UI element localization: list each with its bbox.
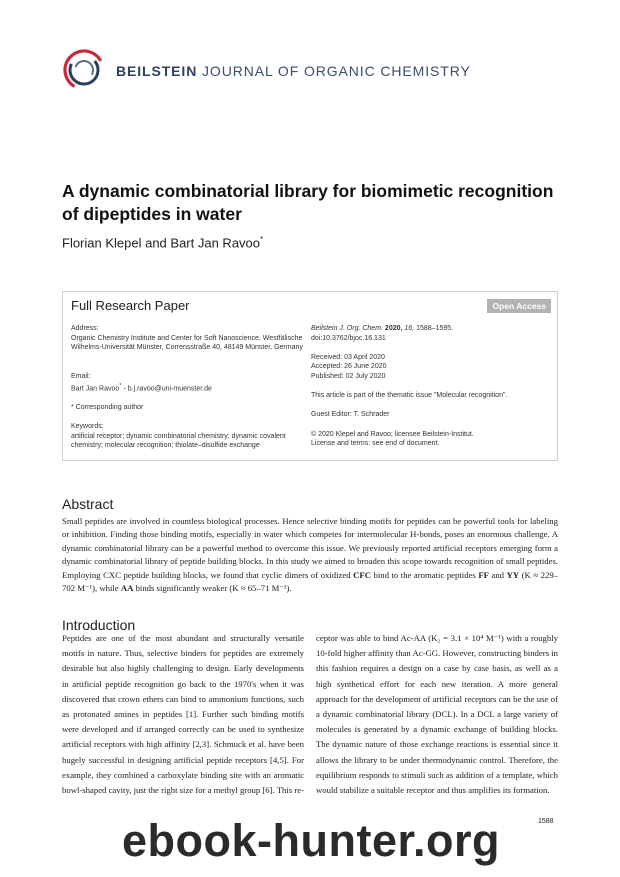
open-access-badge: Open Access	[487, 299, 551, 313]
abstract-text	[62, 515, 558, 595]
thematic-issue: This article is part of the thematic issue "Molecular recognition".	[311, 392, 508, 400]
info-right-column	[311, 324, 551, 449]
email-label: Email:	[71, 372, 91, 380]
abstract-ff: FF	[478, 569, 489, 580]
license: License and terms: see end of document.	[311, 440, 440, 448]
abstract-yy: YY	[506, 569, 520, 580]
citation-journal: Beilstein J. Org. Chem.	[311, 325, 383, 332]
keywords-label: Keywords:	[71, 423, 104, 431]
abstract-heading: Abstract	[62, 496, 114, 512]
abstract-part-1: Small peptides are involved in countless biological processes. Hence selective binding motifs for peptides can be powerful tools for labeling or inhibition. Finding those binding motifs, especially in water which competes for intermolecular H-bonds, poses an enormous challenge. A dynamic combinatorial library can be a powerful method to overcome this issue. We previously reported artificial receptors emerging form a dynamic combinatorial library of peptide building blocks. In this study we aimed to broaden this scope towards recognition of small peptides. Employing CXC peptide building blocks, we found that cyclic dimers of oxidized	[62, 516, 558, 580]
email-address[interactable]: - b.j.ravoo@uni-muenster.de	[121, 384, 212, 392]
keywords: artificial receptor; dynamic combinatorial chemistry; dynamic covalent chemistry; molecular recognition; thiolate–disulfide exchange	[71, 432, 286, 450]
journal-name-rest: JOURNAL OF ORGANIC CHEMISTRY	[202, 63, 471, 79]
abstract-part-2: bind to the aromatic peptides	[371, 569, 479, 580]
paper-type: Full Research Paper	[71, 298, 190, 313]
corresponding-mark: *	[260, 235, 264, 244]
abstract-aa: AA	[120, 583, 134, 594]
citation-volume: 16,	[404, 325, 415, 332]
introduction-right-column: ceptor was able to bind Ac-AA (K₂ = 3.1 × 10⁴ M⁻¹) with a roughly 10-fold higher affinity than Ac-GG. However, constructing binders in this fashion requires a design on a case by case basis, as well as a high synthetical effort for each new iteration. A more general approach for the development of artificial receptors can be the use of a dynamic combinatorial library (DCL). In a DCL a large variety of molecules is generated by a dynamic exchange of building blocks. The dynamic nature of those exchange reactions is essential since it allows the library to be under thermodynamic control. Therefore, the equilibrium responds to stimuli such as addition of a template, which would stabilize a suitable receptor and thus amplifies its formation.	[316, 633, 558, 796]
authors-names: Florian Klepel and Bart Jan Ravoo	[62, 235, 261, 251]
address-label: Address:	[71, 325, 99, 332]
guest-editor: Guest Editor: T. Schrader	[311, 411, 390, 419]
email-name: Bart Jan Ravoo	[71, 384, 120, 392]
address: Organic Chemistry Institute and Center for Soft Nanoscience, Westfälische Wilhelms-Universität Münster, Corrensstraße 40, 48149 Münster, Germany	[71, 334, 303, 352]
page-number: 1588	[538, 818, 554, 825]
journal-name	[116, 63, 471, 79]
published-date: Published: 02 July 2020	[311, 372, 386, 380]
citation-year: 2020,	[384, 325, 403, 332]
article-info-box	[62, 291, 558, 461]
abstract-and: and	[488, 569, 507, 580]
introduction-heading: Introduction	[62, 617, 136, 633]
citation-pages: 1588–1595.	[416, 325, 454, 332]
abstract-cfc: CFC	[353, 569, 371, 580]
abstract-k2: binds significantly weaker (K ≈ 65–71 M⁻¹).	[133, 583, 292, 594]
article-authors	[62, 235, 263, 250]
doi[interactable]: doi:10.3762/bjoc.16.131	[311, 334, 386, 342]
citation	[311, 324, 551, 334]
introduction-left-column: Peptides are one of the most abundant and structurally versatile motifs in nature. Thus, selective binders for peptides are extremely desirable but also highly challenging to design. Early developments in artificial peptide recognition go back to the 1970's when it was discovered that crown ethers can bind to ammonium functions, such as protonated amines in peptides [1]. Further such binding motifs were developed and if arranged correctly can be used to synthesize artificial receptors with high affinity [2,3]. Schmuck et al. have been hugely successful in designing artificial peptide receptors [4,5]. For example, they combined a carboxylate binding site with an aromatic bowl-shaped cavity, just the right size for a methyl group [6]. This re-	[62, 633, 304, 796]
accepted-date: Accepted: 26 June 2020	[311, 363, 387, 371]
email-line	[71, 382, 303, 394]
corresponding-note: * Corresponding author	[71, 404, 144, 412]
email-mark: *	[119, 382, 122, 389]
copyright: © 2020 Klepel and Ravoo; licensee Beilstein-Institut.	[311, 430, 474, 438]
beilstein-logo-icon	[62, 48, 106, 92]
journal-name-bold: BEILSTEIN	[116, 63, 198, 79]
article-title: A dynamic combinatorial library for biomimetic recognition of dipeptides in water	[62, 181, 554, 224]
info-left-column	[71, 324, 303, 451]
abstract-k1: (K ≈ 229–702 M⁻¹), while	[62, 569, 559, 594]
received-date: Received: 03 April 2020	[311, 353, 385, 361]
watermark: ebook-hunter.org	[122, 815, 500, 866]
